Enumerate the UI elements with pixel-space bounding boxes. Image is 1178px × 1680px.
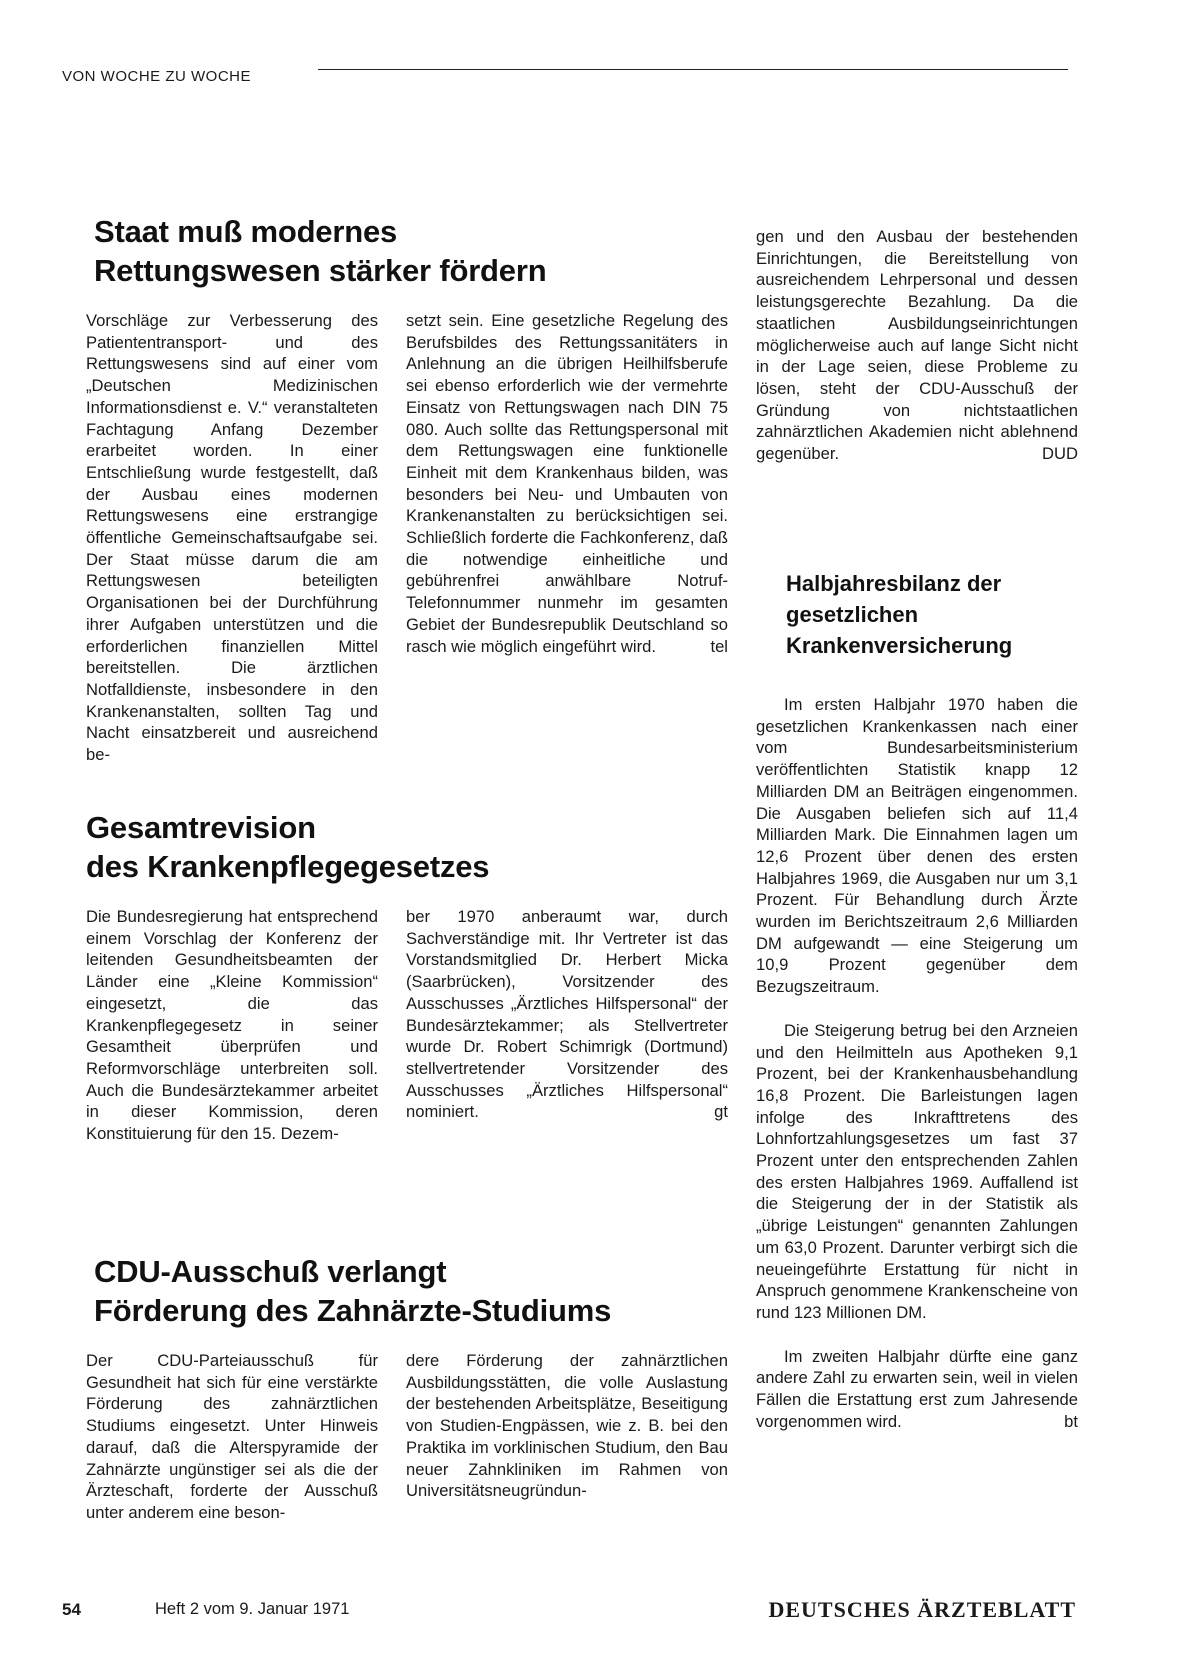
article3-headline <box>94 1252 714 1330</box>
article2-title-line1: Gesamtrevision <box>86 810 316 845</box>
article2-column1 <box>86 906 378 1145</box>
article2-headline <box>86 808 666 886</box>
article3-column3 <box>756 226 1078 465</box>
article4-title-line3: Krankenversicherung <box>786 633 1013 658</box>
article2-signature: gt <box>714 1102 728 1122</box>
article3-column1 <box>86 1350 378 1524</box>
header-rule <box>318 69 1068 70</box>
article4-paragraph-2: Die Steigerung betrug bei den Arzneien und den Heilmitteln aus Apotheken 9,1 Prozent, bei der Krankenhausbehandlung 16,8 Prozent. Die Barleistungen lagen infolge des Inkrafttretens des Lohnfortzahlungsgesetzes um fast 37 Prozent unter den entsprechenden Zahlen des ersten Halbjahres 1969. Auffallend ist die Steigerung der in der Statistik als „übrige Leistungen“ genannten Zahlungen um 63,0 Prozent. Darunter verbirgt sich die neueingeführte Erstattung für nicht in Anspruch genommene Krankenscheine von rund 123 Millionen DM. <box>756 1020 1078 1322</box>
article1-column2 <box>406 310 728 657</box>
journal-masthead: DEUTSCHES ÄRZTEBLATT <box>768 1597 1076 1622</box>
article4-title-line2: gesetzlichen <box>786 602 919 627</box>
article4-body <box>756 694 1078 1433</box>
article3-signature: DUD <box>1042 444 1078 464</box>
page-number: 54 <box>62 1600 81 1619</box>
article2-col1-text: Die Bundesregierung hat entsprechend einem Vorschlag der Konferenz der leitenden Gesundheitsbeamten der Länder eine „Kleine Kommission“ eingesetzt, die das Krankenpflegegesetz in seiner Gesamtheit überprüfen und Reformvorschläge unterbreiten soll. Auch die Bundesärztekammer arbeitet in dieser Kommission, deren Konstituierung für den 15. Dezem- <box>86 907 378 1144</box>
article3-title-line2: Förderung des Zahnärzte-Studiums <box>94 1293 612 1328</box>
article4-paragraph-3: Im zweiten Halbjahr dürfte eine ganz andere Zahl zu erwarten sein, weil in vielen Fällen die Erstattung erst zum Jahresende vorgenommen wird. <box>756 1346 1078 1431</box>
article3-col3-text: gen und den Ausbau der bestehenden Einrichtungen, die Bereitstellung von ausreichendem Lehrpersonal und dessen leistungsgerechte Bezahlung. Da die staatlichen Ausbildungseinrichtungen möglicherweise auch auf lange Sicht nicht in der Lage seien, diese Probleme zu lösen, steht der CDU-Ausschuß der Gründung von nichtstaatlichen zahnärztlichen Akademien nicht ablehnend gegenüber. <box>756 227 1078 464</box>
article1-title-line1: Staat muß modernes <box>94 214 398 249</box>
issue-info: Heft 2 vom 9. Januar 1971 <box>155 1600 350 1618</box>
article2-col2-text: ber 1970 anberaumt war, durch Sachverständige mit. Ihr Vertreter ist das Vorstandsmitglied Dr. Herbert Micka (Saarbrücken), Vorsitzender des Ausschusses „Ärztliches Hilfspersonal“ der Bundesärztekammer; als Stellvertreter wurde Dr. Robert Schimrigk (Dortmund) stellvertretender Vorsitzender des Ausschusses „Ärztliches Hilfspersonal“ nominiert. <box>406 907 728 1122</box>
article4-title-line1: Halbjahresbilanz der <box>786 571 1002 596</box>
article3-col2-text: dere Förderung der zahnärztlichen Ausbildungsstätten, die volle Auslastung der bestehenden Arbeitsplätze, Beseitigung von Studien-Engpässen, wie z. B. bei den Praktika im vorklinischen Studium, den Bau neuer Zahnkliniken im Rahmen von Universitätsneugründun- <box>406 1351 728 1501</box>
section-label: VON WOCHE ZU WOCHE <box>62 68 251 85</box>
article1-col1-text: Vorschläge zur Verbesserung des Patiententransport- und des Rettungswesens sind auf einer vom „Deutschen Medizinischen Informationsdienst e. V.“ veranstalteten Fachtagung Anfang Dezember erarbeitet worden. In einer Entschließung wurde festgestellt, daß der Ausbau eines modernen Rettungswesens eine erstrangige öffentliche Gemeinschaftsaufgabe sei. Der Staat müsse darum die am Rettungswesen beteiligten Organisationen bei der Durchführung ihrer Aufgaben unterstützen und die erforderlichen finanziellen Mittel bereitstellen. Die ärztlichen Notfalldienste, insbesondere in den Krankenanstalten, sollten Tag und Nacht einsatzbereit und ausreichend be- <box>86 311 378 765</box>
article1-title-line2: Rettungswesen stärker fördern <box>94 253 547 288</box>
article4-headline <box>786 568 1078 661</box>
article2-column2 <box>406 906 728 1123</box>
article4-signature: bt <box>1064 1411 1078 1431</box>
article3-column2 <box>406 1350 728 1502</box>
article2-title-line2: des Krankenpflegegesetzes <box>86 849 490 884</box>
article3-title-line1: CDU-Ausschuß verlangt <box>94 1254 447 1289</box>
article3-col1-text: Der CDU-Parteiausschuß für Gesundheit hat sich für eine verstärkte Förderung des zahnärztlichen Studiums eingesetzt. Unter Hinweis darauf, daß die Alterspyramide der Zahnärzte ungünstiger sei als die der Ärzteschaft, forderte der Ausschuß unter anderem eine beson- <box>86 1351 378 1522</box>
article4-paragraph-1: Im ersten Halbjahr 1970 haben die gesetzlichen Krankenkassen nach einer vom Bundesarbeitsministerium veröffentlichten Statistik knapp 12 Milliarden DM an Beiträgen eingenommen. Die Ausgaben beliefen sich auf 11,4 Milliarden Mark. Die Einnahmen lagen um 12,6 Prozent über denen des ersten Halbjahres 1969, die Ausgaben nur um 3,1 Prozent. Für Behandlung durch Ärzte wurden im Berichtszeitraum 2,6 Milliarden DM aufgewandt — eine Steigerung um 10,9 Prozent gegenüber dem Bezugszeitraum. <box>756 695 1078 997</box>
article1-signature: tel <box>710 636 728 656</box>
article1-column1 <box>86 310 378 766</box>
article1-col2-text: setzt sein. Eine gesetzliche Regelung des Berufsbildes des Rettungssanitäters in Anlehnung an die übrigen Heilhilfsberufe sei ebenso erforderlich wie der vermehrte Einsatz von Rettungswagen nach DIN 75 080. Auch sollte das Rettungspersonal mit dem Rettungswagen eine funktionelle Einheit mit dem Krankenhaus bilden, was besonders bei Neu- und Umbauten von Krankenanstalten zu berücksichtigen sei. Schließlich forderte die Fachkonferenz, daß die notwendige einheitliche und gebührenfrei anwählbare Notruf-Telefonnummer nunmehr im gesamten Gebiet der Bundesrepublik Deutschland so rasch wie möglich eingeführt wird. <box>406 311 728 656</box>
article1-headline <box>94 212 674 290</box>
